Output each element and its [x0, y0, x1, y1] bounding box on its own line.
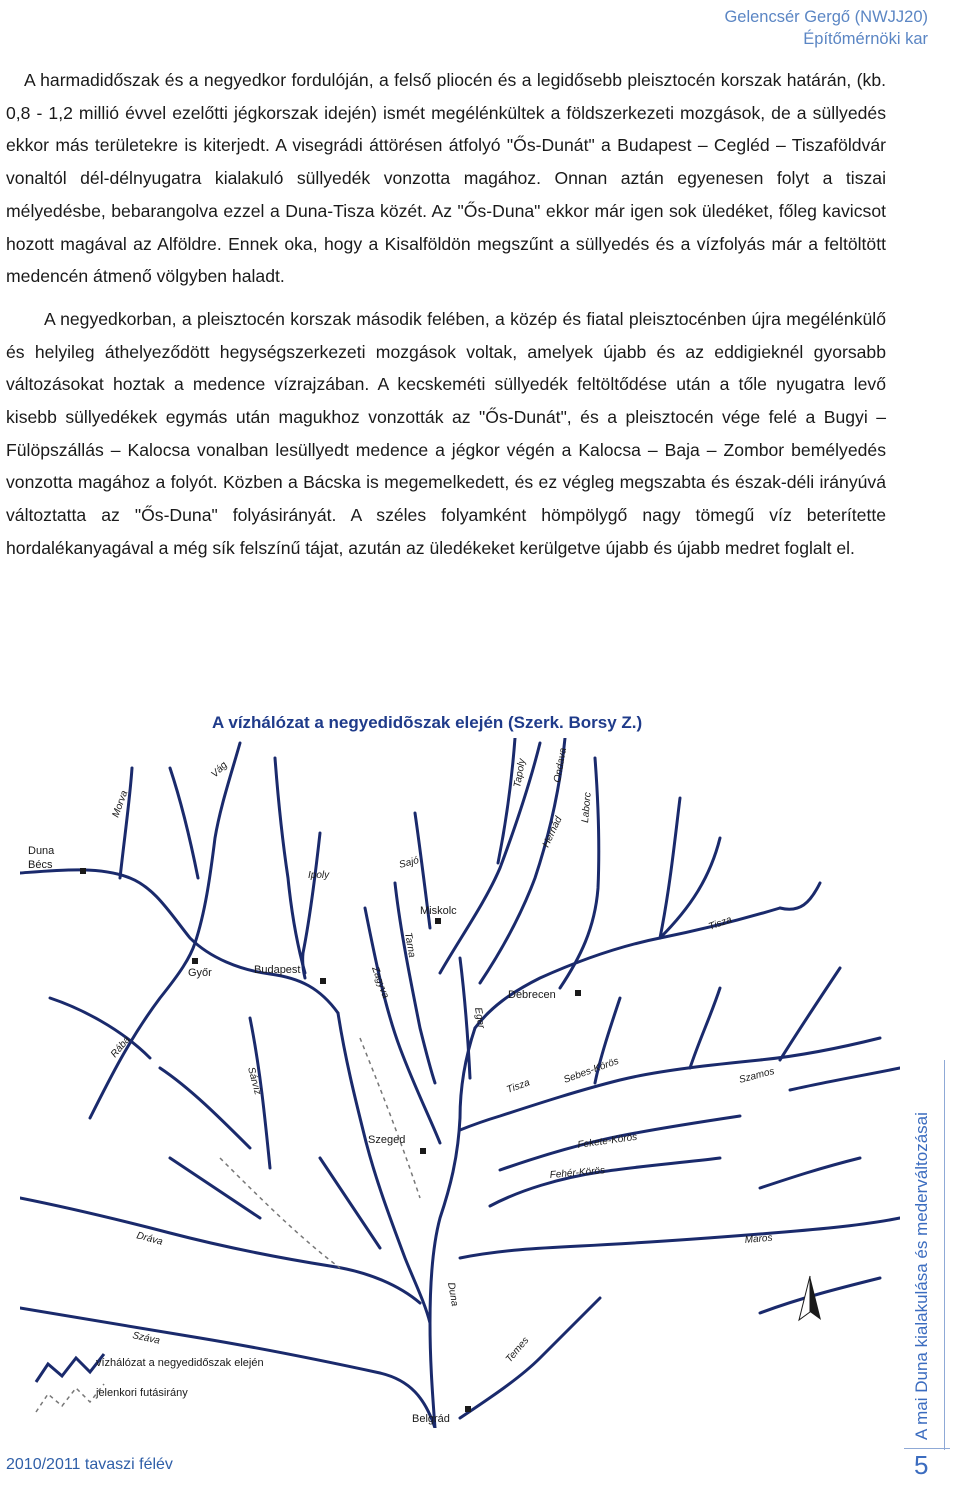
legend-early-swatch — [36, 1354, 104, 1382]
header-author: Gelencsér Gergő (NWJJ20) — [724, 8, 928, 26]
present-course-2 — [220, 1158, 340, 1268]
river-tisza-ne-label: Tisza — [707, 914, 734, 933]
river-maros-label: Maros — [744, 1232, 773, 1246]
river-hernad-label: Hernád — [540, 814, 565, 850]
river-drava-label: Dráva — [135, 1230, 164, 1248]
page-number-divider — [904, 1448, 950, 1449]
river-tisza-main — [430, 1028, 475, 1428]
sidebar-divider — [944, 1060, 945, 1450]
river-garam — [275, 758, 305, 973]
river-tapoly-label: Tapoly — [512, 757, 529, 789]
river-minor-8 — [320, 1158, 380, 1248]
river-ondava-label: Ondava — [552, 747, 570, 784]
city-debrecen-marker — [575, 990, 581, 996]
river-maros — [460, 1218, 900, 1258]
river-morva-label: Morva — [110, 789, 131, 820]
river-tisza-trib-2 — [780, 883, 820, 909]
city-budapest-label: Budapest — [254, 964, 301, 976]
city-belgrad-marker — [465, 1406, 471, 1412]
river-vag-label: Vág — [209, 759, 230, 781]
river-minor-4 — [690, 988, 720, 1068]
paragraph-1: A harmadidőszak és a negyedkor fordulóján, a felső pliocén és a legidősebb pleisztocén korszak határán, (kb. 0,8 - 1,2 millió évvel ezelőtti jégkorszak idején) ismét megélénkültek a földszerkezeti mozgások, de a süllyedés ekkor más területekre is kiterjedt. A visegrádi áttörésen átfolyó "Ős-Dunát" a Budapest – Cegléd – Tiszaföldvár vonaltól dél-délnyugatra kialakuló süllyedék vonzotta magához. Onnan aztán egyenesen folyt a tiszai mélyedésbe, bebarangolva ezzel a Duna-Tisza közét. Az "Ős-Duna" ekkor már igen sok üledéket, főleg kavicsot hozott magával az Alföldre. Ennek oka, hogy a Kisalföldön megszűnt a süllyedés és a vízfolyás már a feltöltött medencén átmenő völgyben haladt. — [6, 70, 886, 287]
river-feher-koros-label: Fehér-Körös — [549, 1165, 606, 1181]
river-ipoly — [303, 833, 320, 978]
city-debrecen-label: Debrecen — [508, 989, 556, 1001]
river-sebes-koros-label: Sebes-Körös — [562, 1055, 621, 1086]
river-fekete-koros-label: Fekete-Körös — [576, 1131, 638, 1151]
river-raba — [90, 943, 195, 1118]
river-network-map — [20, 738, 900, 1428]
river-sarviz-label: Sárvíz — [245, 1065, 264, 1097]
river-tapoly — [498, 738, 515, 863]
city-belgrad-label: Belgrád — [412, 1413, 450, 1425]
map-legend — [36, 1354, 264, 1412]
river-hernad — [440, 743, 540, 973]
river-raba-label: Rába — [108, 1034, 133, 1060]
river-lines — [20, 738, 900, 1428]
river-duna-south-label: Duna — [445, 1281, 461, 1308]
river-tarna-label: Tarna — [402, 931, 418, 959]
legend-present-label: jelenkori futásirány — [96, 1387, 188, 1399]
city-budapest-marker — [320, 978, 326, 984]
header-program: Építőmérnöki kar — [803, 30, 928, 48]
river-tisza-trib-3 — [660, 798, 680, 938]
paragraph-2: A negyedkorban, a pleisztocén korszak második felében, a közép és fiatal pleisztocénben újra megélénkülő és helyileg áthelyeződött hegységszerkezeti mozgások voltak, amelyek újabb és az eddigieknél gyorsabb változásokat hoztak a medence vízrajzában. A kecskeméti süllyedék feltöltődése után a tőle nyugatra levő kisebb süllyedékek egymás után magukhoz vonzották az "Ős-Dunát", és a pleisztocén vége felé a Bugyi – Fülöpszállás – Kalocsa vonalban lesüllyedt medence a jégkor végén a Kalocsa – Baja – Zombor bemélyedés vonzotta magához a folyót. Közben a Bácska is megemelkedett, és ez végleg megszabta és észak-déli irányúvá változtatta az "Ős-Duna" folyásirányát. A széles folyamként hömpölygő nagy tömegű víz beterítette hordalékanyagával a még sík felszínű tájat, azután az üledékeket kerülgetve újabb és újabb medret foglalt el. — [6, 308, 886, 558]
sidebar-title: A mai Duna kialakulása és mederváltozásai — [912, 1112, 931, 1440]
river-szamos — [790, 1068, 900, 1090]
river-minor-6 — [760, 1158, 860, 1188]
river-eger-label: Eger — [472, 1006, 487, 1030]
river-minor-1 — [50, 998, 150, 1058]
river-feher-koros — [490, 1158, 720, 1206]
river-minor-7 — [760, 1278, 880, 1313]
river-tisza-upper — [475, 908, 780, 1028]
river-temes-label: Temes — [503, 1335, 532, 1365]
river-temes — [460, 1298, 600, 1418]
river-szamos-label: Szamos — [737, 1065, 776, 1086]
city-miskolc-marker — [435, 918, 441, 924]
river-ipoly-label: Ipoly — [308, 870, 330, 881]
page-header — [724, 6, 928, 50]
river-drava — [20, 1198, 420, 1303]
page-number: 5 — [914, 1450, 929, 1480]
body-text — [6, 64, 886, 565]
city-becs-label: Bécs — [28, 859, 53, 871]
map-title: A vízhálózat a negyedidõszak elején (Szerk. Borsy Z.) — [212, 713, 643, 732]
present-course-1 — [360, 1038, 420, 1198]
river-szava-label: Száva — [131, 1330, 161, 1347]
river-minor-9 — [170, 1158, 260, 1218]
river-laborc-label: Laborc — [580, 791, 594, 824]
city-gyor-label: Győr — [188, 967, 212, 979]
river-duna-middle — [338, 1013, 430, 1323]
city-szeged-marker — [420, 1148, 426, 1154]
river-laborc — [560, 758, 599, 988]
footer-semester: 2010/2011 tavaszi félév — [6, 1456, 173, 1473]
river-minor-5 — [780, 968, 840, 1060]
city-miskolc-label: Miskolc — [420, 905, 457, 917]
city-becs-marker — [80, 868, 86, 874]
city-szeged-label: Szeged — [368, 1134, 406, 1146]
river-morva — [120, 768, 132, 878]
river-tisza-mid-label: Tisza — [505, 1077, 532, 1096]
legend-present-swatch — [36, 1384, 104, 1412]
river-sajo-label: Sajó — [397, 855, 421, 871]
river-duna-label: Duna — [28, 845, 55, 857]
city-gyor-marker — [192, 958, 198, 964]
river-zagyva-label: Zagyva — [369, 965, 391, 1000]
river-vag-tributary — [170, 768, 198, 878]
legend-early-label: vízhálózat a negyedidőszak elején — [96, 1357, 264, 1369]
river-minor-2 — [160, 1068, 250, 1148]
